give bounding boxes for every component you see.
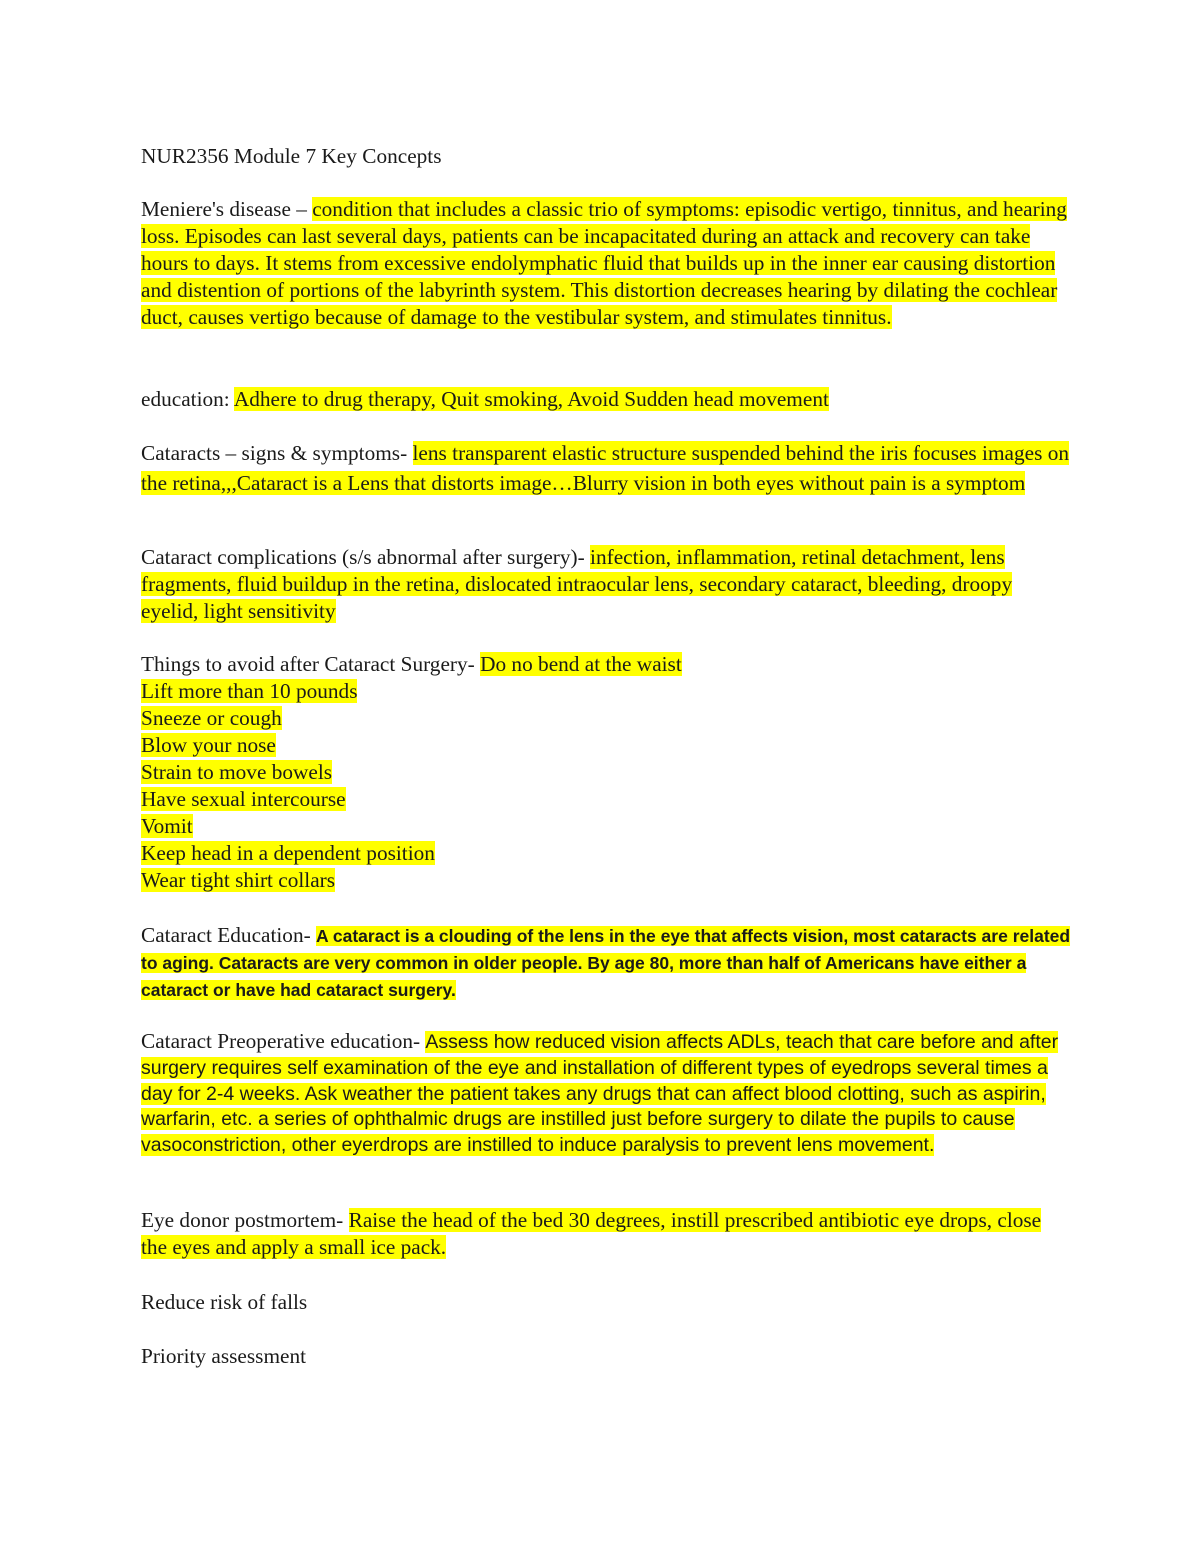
list-item: Have sexual intercourse (141, 787, 346, 811)
list-item: Lift more than 10 pounds (141, 679, 358, 703)
avoid-heading (141, 651, 1071, 678)
cataract-education-paragraph (141, 922, 1071, 1003)
preop-text: Assess how reduced vision affects ADLs, teach that care before and after surgery requires self examination of the eye and installation of different types of eyedrops several times a day for 2-4 weeks. Ask weather the patient takes any drugs that can affect blood clotting, such as aspirin, warfarin, etc. a series of ophthalmic drugs are instilled just before surgery to dilate the pupils to cause vasoconstriction, other eyerdrops are instilled to induce paralysis to prevent lens movement. (141, 1031, 1059, 1157)
falls-line: Reduce risk of falls (141, 1290, 308, 1314)
complications-text: infection, inflammation, retinal detachment, lens fragments, fluid buildup in the retina, dislocated intraocular lens, secondary cataract, bleeding, droopy eyelid, light sensitivity (141, 545, 1013, 623)
avoid-list (141, 651, 1071, 894)
list-item: Blow your nose (141, 733, 276, 757)
avoid-first-item: Do no bend at the waist (480, 652, 682, 676)
meniere-text: condition that includes a classic trio of symptoms: episodic vertigo, tinnitus, and hearing loss. Episodes can last several days, patients can be incapacitated during an attack and recovery can take hours to days. It stems from excessive endolymphatic fluid that builds up in the inner ear causing distortion and distention of portions of the labyrinth system. This distortion decreases hearing by dilating the cochlear duct, causes vertigo because of damage to the vestibular system, and stimulates tinnitus. (141, 197, 1067, 329)
cataracts-signs-text: lens transparent elastic structure suspended behind the iris focuses images on the retina,,,Cataract is a Lens that distorts image…Blurry vision in both eyes without pain is a symptom (141, 441, 1069, 495)
list-item: Wear tight shirt collars (141, 868, 336, 892)
complications-paragraph (141, 544, 1071, 625)
eye-donor-label: Eye donor postmortem- (141, 1208, 349, 1232)
cataracts-signs-label: Cataracts – signs & symptoms- (141, 441, 413, 465)
list-item: Strain to move bowels (141, 760, 333, 784)
cataracts-signs-paragraph (141, 439, 1071, 498)
education-paragraph (141, 386, 1071, 413)
meniere-paragraph (141, 196, 1071, 331)
document-title: NUR2356 Module 7 Key Concepts (141, 144, 442, 168)
list-item: Sneeze or cough (141, 706, 282, 730)
complications-label: Cataract complications (s/s abnormal after surgery)- (141, 545, 591, 569)
avoid-label: Things to avoid after Cataract Surgery- (141, 652, 481, 676)
education-label: education: (141, 387, 234, 411)
education-text: Adhere to drug therapy, Quit smoking, Avoid Sudden head movement (233, 387, 829, 411)
eye-donor-paragraph (141, 1207, 1071, 1261)
list-item: Vomit (141, 814, 193, 838)
preop-paragraph (141, 1029, 1071, 1158)
list-item: Keep head in a dependent position (141, 841, 435, 865)
eye-donor-text: Raise the head of the bed 30 degrees, instill prescribed antibiotic eye drops, close the eyes and apply a small ice pack. (141, 1208, 1042, 1259)
meniere-label: Meniere's disease – (141, 197, 313, 221)
cataract-education-label: Cataract Education- (141, 923, 317, 947)
priority-line: Priority assessment (141, 1344, 307, 1368)
cataract-education-text: A cataract is a clouding of the lens in the eye that affects vision, most cataracts are related to aging. Cataracts are very common in older people. By age 80, more than half of Americans have either a cataract or have had cataract surgery. (141, 926, 1071, 1000)
preop-label: Cataract Preoperative education- (141, 1029, 426, 1053)
